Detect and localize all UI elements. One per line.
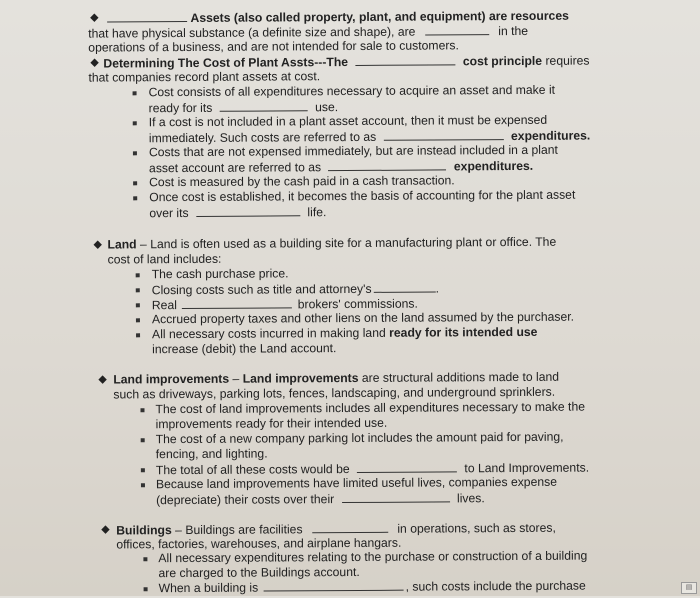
land-heading: Land	[107, 237, 136, 251]
blank-field[interactable]	[107, 10, 187, 22]
square-bullet-icon	[136, 318, 140, 322]
buildings-heading: Buildings	[116, 523, 172, 537]
blank-field[interactable]	[342, 490, 450, 503]
assets-line-3: operations of a business, and are not intended for sale to customers.	[88, 38, 459, 55]
cost-heading: Determining The Cost of Plant Assts---The	[103, 55, 348, 70]
worksheet-page: ◆ Assets (also called property, plant, and equipment) are resources that have physical substance (a definite size and shape), are in the operations of a business, and are not intended for sale to customers. ◆ Determining The Cost of Plant Assts---The cost principle requires that companies record plant assets at cost. Cost consists of all expenditures necessary to acquire an asset and make it ready for its use. If a cost is not included in a plant asset account, then it must be expensed immediately. Such costs are referred to as expenditures. Costs that are not expensed immediately, but are instead included in a plant asset account are referred to as expenditures. Cost is measured by the cash paid in a cash transaction. Once cost is established, it becomes the basis of accounting for the plant asset over its life. ◆ Land – Land is often used as a building site for a manufacturing plant or office. The cost of land includes: The cash purchase price. Closing costs such as title and attorney's . Real brokers' commissions. Accrued property taxes and other liens on the land assumed by the purchaser. All necessary costs incurred in making land ready for its intended use increase (debit) the Land account. ◆ Land improvements – Land improvements are structural additions made to land such as driveways, parking lots, fences, landscaping, and underground sprinklers. The cost of land improvements includes all expenditures necessary to make the improvements ready for their intended use. The cost of a new company parking lot includes the amount paid for paving, fencing, and lighting. The total of all these costs would be to Land Improvements. Because land improvements have limited useful lives, companies expense (depreciate) their costs over their lives. ◆ Buildings – Buildings are facilities in operations, such as stores, offices, factories, warehouses, and airplane hangars. All necessary expenditures relating to the purchase or construction of a building are charged to the Buildings account. When a building is , such costs include the purchase	[0, 0, 700, 598]
blank-field[interactable]	[425, 23, 489, 35]
diamond-bullet-icon: ◆	[90, 11, 99, 26]
square-bullet-icon	[136, 273, 140, 277]
diamond-bullet-icon: ◆	[98, 372, 107, 387]
diamond-bullet-icon: ◆	[90, 56, 99, 71]
blank-field[interactable]	[264, 579, 404, 592]
assets-definition: Assets (also called property, plant, and equipment) are resources	[190, 9, 568, 25]
blank-field[interactable]	[355, 53, 455, 66]
square-bullet-icon	[143, 557, 147, 561]
square-bullet-icon	[136, 333, 140, 337]
land-improvements-heading: Land improvements	[113, 372, 229, 387]
blank-field[interactable]	[182, 296, 292, 309]
buildings-line-1: Buildings – Buildings are facilities in operations, such as stores,	[116, 520, 556, 539]
square-bullet-icon	[133, 91, 137, 95]
blank-field[interactable]	[357, 460, 457, 473]
diamond-bullet-icon: ◆	[93, 238, 102, 253]
blank-field[interactable]	[328, 158, 446, 171]
square-bullet-icon	[140, 408, 144, 412]
blank-field[interactable]	[220, 99, 308, 112]
square-bullet-icon	[133, 121, 137, 125]
square-bullet-icon	[133, 181, 137, 185]
land-improvements-line-1: Land improvements – Land improvements are structural additions made to land	[113, 370, 559, 388]
blank-field[interactable]	[373, 280, 435, 292]
cost-heading-line: Determining The Cost of Plant Assts---The cost principle requires	[103, 53, 589, 72]
square-bullet-icon	[133, 196, 137, 200]
assets-line-2: that have physical substance (a definite size and shape), are in the	[88, 23, 528, 42]
square-bullet-icon	[141, 483, 145, 487]
square-bullet-icon	[144, 587, 148, 591]
blank-field[interactable]	[196, 204, 300, 217]
diamond-bullet-icon: ◆	[101, 522, 110, 537]
square-bullet-icon	[136, 288, 140, 292]
land-line-1: Land – Land is often used as a building site for a manufacturing plant or office. The	[107, 235, 556, 253]
square-bullet-icon	[141, 438, 145, 442]
square-bullet-icon	[133, 151, 137, 155]
blank-field[interactable]	[384, 128, 504, 141]
square-bullet-icon	[136, 303, 140, 307]
page-corner-icon: ▤	[681, 582, 697, 594]
blank-field[interactable]	[312, 521, 388, 533]
square-bullet-icon	[141, 468, 145, 472]
